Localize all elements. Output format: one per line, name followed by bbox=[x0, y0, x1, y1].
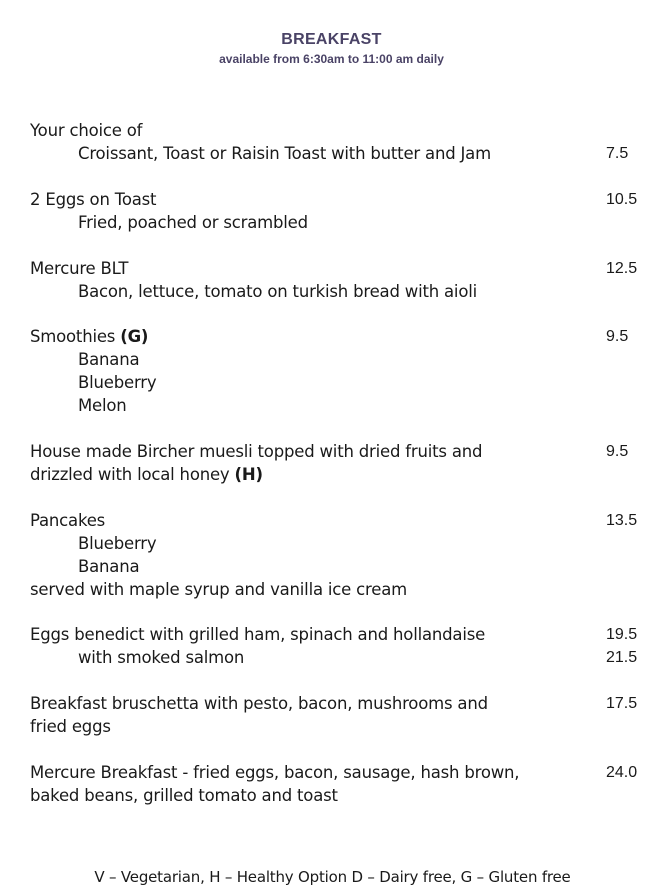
item-option: Blueberry bbox=[78, 534, 157, 553]
item-description: Bacon, lettuce, tomato on turkish bread with aioli bbox=[78, 282, 477, 301]
item-name: Mercure Breakfast - fried eggs, bacon, sausage, hash brown, bbox=[30, 763, 520, 782]
menu-item-blt bbox=[30, 257, 590, 303]
item-description: baked beans, grilled tomato and toast bbox=[30, 786, 338, 805]
item-description: fried eggs bbox=[30, 717, 111, 736]
item-price-toast bbox=[606, 142, 628, 165]
item-price-eggs-on-toast bbox=[606, 188, 637, 211]
item-description: Croissant, Toast or Raisin Toast with butter and Jam bbox=[78, 144, 491, 163]
item-price-bruschetta bbox=[606, 692, 637, 715]
price: 19.5 bbox=[606, 626, 638, 643]
menu-item-bircher-muesli bbox=[30, 440, 590, 486]
gluten-free-tag: (G) bbox=[120, 327, 149, 346]
menu-subtitle: available from 6:30am to 11:00 am daily bbox=[219, 52, 444, 66]
item-option: Banana bbox=[78, 350, 140, 369]
price: 13.5 bbox=[606, 512, 638, 529]
price-variant: 21.5 bbox=[606, 649, 638, 666]
price: 7.5 bbox=[606, 145, 629, 162]
price: 12.5 bbox=[606, 260, 638, 277]
item-name: Breakfast bruschetta with pesto, bacon, mushrooms and bbox=[30, 694, 488, 713]
item-price-blt bbox=[606, 257, 637, 280]
item-description: drizzled with local honey (H) bbox=[30, 465, 263, 484]
item-price-smoothies bbox=[606, 325, 628, 348]
item-option: Melon bbox=[78, 396, 127, 415]
item-name: Smoothies (G) bbox=[30, 327, 149, 346]
price: 9.5 bbox=[606, 328, 629, 345]
price: 9.5 bbox=[606, 443, 629, 460]
item-description: served with maple syrup and vanilla ice cream bbox=[30, 580, 407, 599]
item-name: Your choice of bbox=[30, 121, 143, 140]
item-price-bircher-muesli bbox=[606, 440, 628, 463]
item-name: House made Bircher muesli topped with dried fruits and bbox=[30, 442, 483, 461]
price: 10.5 bbox=[606, 191, 638, 208]
menu-title: BREAKFAST bbox=[281, 31, 382, 48]
item-price-eggs-benedict bbox=[606, 623, 637, 669]
item-name: Eggs benedict with grilled ham, spinach and hollandaise bbox=[30, 625, 486, 644]
menu-item-eggs-on-toast bbox=[30, 188, 590, 234]
item-description: Fried, poached or scrambled bbox=[78, 213, 308, 232]
menu-item-eggs-benedict bbox=[30, 623, 590, 669]
price: 24.0 bbox=[606, 764, 638, 781]
item-price-mercure-breakfast bbox=[606, 761, 637, 784]
item-option: Banana bbox=[78, 557, 140, 576]
item-variant: with smoked salmon bbox=[78, 648, 245, 667]
item-name: 2 Eggs on Toast bbox=[30, 190, 157, 209]
item-option: Blueberry bbox=[78, 373, 157, 392]
price: 17.5 bbox=[606, 695, 638, 712]
healthy-option-tag: (H) bbox=[234, 465, 263, 484]
menu-item-toast bbox=[30, 119, 590, 165]
menu-item-bruschetta bbox=[30, 692, 590, 738]
dietary-legend: V – Vegetarian, H – Healthy Option D – Dairy free, G – Gluten free bbox=[94, 868, 571, 886]
menu-item-pancakes bbox=[30, 509, 590, 601]
menu-item-smoothies bbox=[30, 325, 590, 417]
item-name: Pancakes bbox=[30, 511, 106, 530]
item-name: Mercure BLT bbox=[30, 259, 129, 278]
menu-item-mercure-breakfast bbox=[30, 761, 600, 807]
item-price-pancakes bbox=[606, 509, 637, 532]
